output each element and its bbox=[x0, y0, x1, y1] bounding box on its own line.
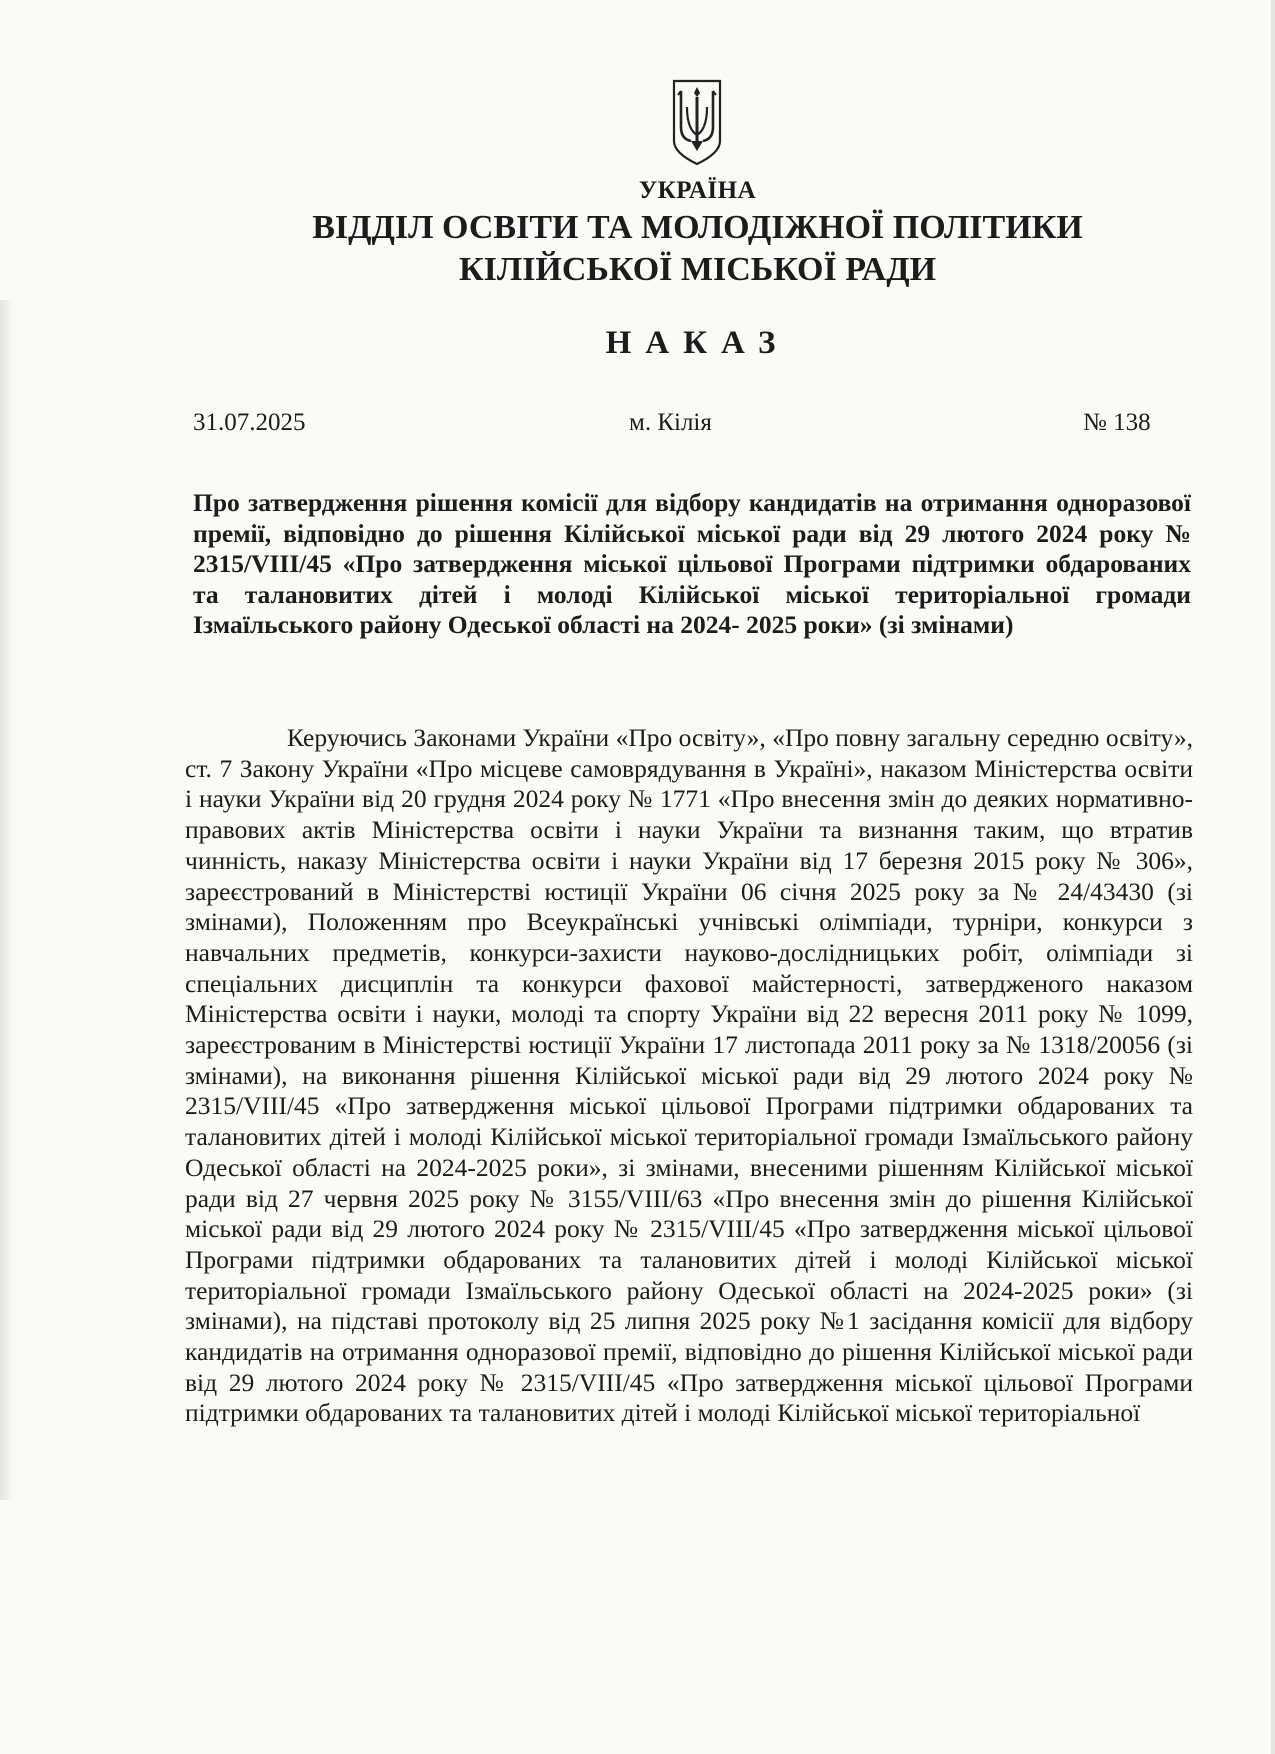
order-number: № 138 bbox=[1083, 409, 1151, 436]
document-type: НАКАЗ bbox=[605, 325, 790, 361]
scan-shadow-left bbox=[0, 300, 14, 1500]
order-subject: Про затвердження рішення комісії для відбору кандидатів на отримання одноразової премії, відповідно до рішення Кілійської міської ради від 29 лютого 2024 року № 2315/VIII/45 «Про затвердження міської цільової Програми підтримки обдарованих та талановитих дітей і молоді Кілійської міської територіальної громади Ізмаїльського району Одеської області на 2024- 2025 роки» (зі змінами) bbox=[193, 488, 1191, 639]
order-body: Керуючись Законами України «Про освіту», «Про повну загальну середню освіту», ст. 7 Закону України «Про місцеве самоврядування в Україні», наказом Міністерства освіти і науки України від 20 грудня 2024 року № 1771 «Про внесення змін до деяких нормативно-правових актів Міністерства освіти і науки України та визнання таким, що втратив чинність, наказу Міністерства освіти і науки України від 17 березня 2015 року № 306», зареєстрований в Міністерстві юстиції України 06 січня 2025 року за № 24/43430 (зі змінами), Положенням про Всеукраїнські учнівські олімпіади, турніри, конкурси з навчальних предметів, конкурси-захисти науково-дослідницьких робіт, олімпіади зі спеціальних дисциплін та конкурси фахової майстерності, затвердженого наказом Міністерства освіти і науки, молоді та спорту України від 22 вересня 2011 року № 1099, зареєстрованим в Міністерстві юстиції України 17 листопада 2011 року за № 1318/20056 (зі змінами), на виконання рішення Кілійської міської ради від 29 лютого 2024 року № 2315/VIII/45 «Про затвердження міської цільової Програми підтримки обдарованих та талановитих дітей і молоді Кілійської міської територіальної громади Ізмаїльського району Одеської області на 2024-2025 роки», зі змінами, внесеними рішенням Кілійської міської ради від 27 червня 2025 року № 3155/VIII/63 «Про внесення змін до рішення Кілійської міської ради від 29 лютого 2024 року № 2315/VIII/45 «Про затвердження міської цільової Програми підтримки обдарованих та талановитих дітей і молоді Кілійської міської територіальної громади Ізмаїльського району Одеської області на 2024-2025 роки» (зі змінами), на підставі протоколу від 25 липня 2025 року №1 засідання комісії для відбору кандидатів на отримання одноразової премії, відповідно до рішення Кілійської міської ради від 29 лютого 2024 року № 2315/VIII/45 «Про затвердження міської цільової Програми підтримки обдарованих та талановитих дітей і молоді Кілійської міської територіальної bbox=[185, 723, 1193, 1428]
coat-of-arms-icon bbox=[669, 77, 725, 167]
department-line-2: КІЛІЙСЬКОЇ МІСЬКОЇ РАДИ bbox=[458, 251, 937, 288]
order-date: 31.07.2025 bbox=[193, 409, 306, 436]
department-line-1: ВІДДІЛ ОСВІТИ ТА МОЛОДІЖНОЇ ПОЛІТИКИ bbox=[312, 209, 1083, 246]
order-place: м. Кілія bbox=[629, 409, 712, 436]
department-name bbox=[0, 207, 1275, 291]
country-name: УКРАЇНА bbox=[638, 177, 757, 204]
